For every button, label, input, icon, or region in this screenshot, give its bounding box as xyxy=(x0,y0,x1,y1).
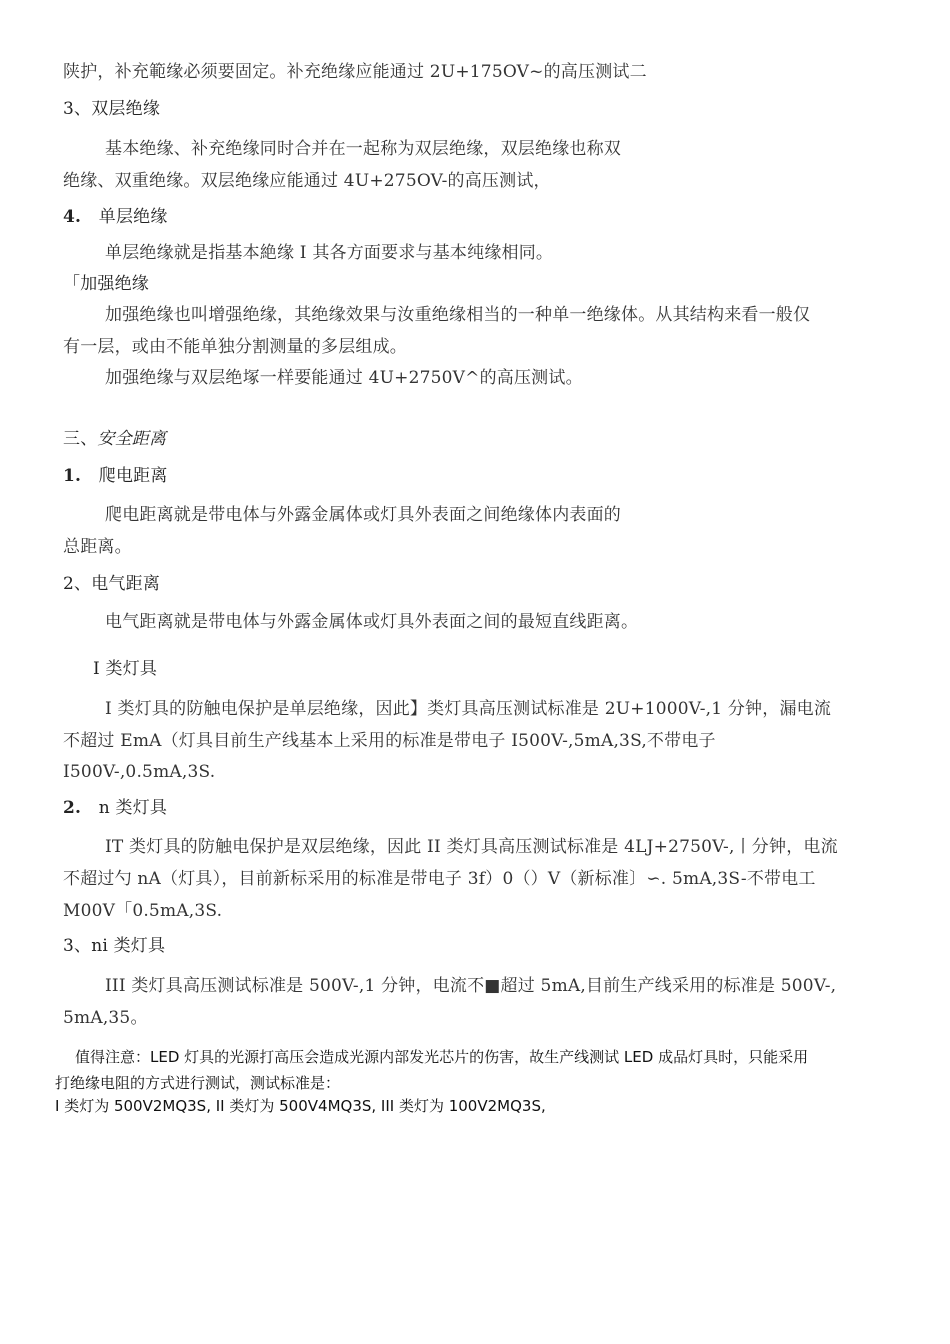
section-heading-single-insulation xyxy=(63,205,168,229)
paragraph-line: 绝缘、双重绝缘。双层绝缘应能通过 4U+275OV-的高压测试， xyxy=(63,171,551,191)
paragraph-line: M00V「0.5mA,3S. xyxy=(63,901,223,921)
chapter-title: 安全距离 xyxy=(97,429,167,449)
paragraph-line: 加强绝缘与双层绝塚一样要能通过 4U+2750V^的高压测试。 xyxy=(105,368,583,388)
section-heading-class-ii-lamps xyxy=(63,796,167,820)
paragraph-line: I500V-,0.5mA,3S. xyxy=(63,762,216,782)
chapter-number: 三、 xyxy=(63,429,98,449)
paragraph-line: 电气距离就是带电体与外露金属体或灯具外表面之间的最短直线距离。 xyxy=(105,612,639,632)
paragraph-line: 不超过 EmA（灯具目前生产线基本上采用的标准是带电子 I500V-,5mA,3S,不带电子 xyxy=(63,731,716,751)
note-line: I 类灯为 500V2MQ3S, II 类灯为 500V4MQ3S, III 类灯为 100V2MQ3S, xyxy=(55,1097,546,1115)
paragraph-line: 5mA,35。 xyxy=(63,1008,148,1028)
section-title: 单层绝缘 xyxy=(98,207,168,227)
paragraph-line: 不超过勺 nA（灯具），目前新标采用的标准是带电子 3f）0（）V（新标准〕∽. 5mA,3S-不带电工 xyxy=(63,869,816,889)
note-line: 值得注意：LED 灯具的光源打高压会造成光源内部发光芯片的伤害，故生产线测试 LED 成品灯具时，只能采用 xyxy=(75,1048,809,1066)
chapter-heading-safety-distance xyxy=(63,427,166,451)
note-line: 打绝缘电阻的方式进行测试，测试标准是： xyxy=(55,1074,341,1092)
section-number: 2. xyxy=(63,798,82,818)
section-title: n 类灯具 xyxy=(98,798,168,818)
paragraph-line: 总距离。 xyxy=(63,537,132,557)
paragraph-line: I 类灯具的防触电保护是单层绝缘，因此】类灯具高压测试标准是 2U+1000V-,1 分钟，漏电流 xyxy=(105,699,832,719)
paragraph-line: 加强绝缘也叫增强绝缘，其绝缘效果与汝重绝缘相当的一种单一绝缘体。从其结构来看一般仅 xyxy=(105,305,811,325)
paragraph-line: 基本绝缘、补充绝缘同时合并在一起称为双层绝缘，双层绝缘也称双 xyxy=(105,139,621,159)
paragraph-line: IT 类灯具的防触电保护是双层绝缘，因此 II 类灯具高压测试标准是 4LJ+2750V-,丨分钟，电流 xyxy=(105,837,838,857)
section-number: 4. xyxy=(63,207,82,227)
section-heading-electrical-distance: 2、电气距离 xyxy=(63,574,161,594)
section-heading-reinforced-insulation: 「加强绝缘 xyxy=(63,274,149,294)
paragraph-line: 有一层，或由不能单独分割测量的多层组成。 xyxy=(63,337,407,357)
paragraph-line: 爬电距离就是带电体与外露金属体或灯具外表面之间绝缘体内表面的 xyxy=(105,505,621,525)
paragraph-line: III 类灯具高压测试标准是 500V-,1 分钟，电流不■超过 5mA,目前生产线采用的标准是 500V-, xyxy=(105,976,837,996)
section-heading-class-iii-lamps: 3、ni 类灯具 xyxy=(63,936,166,956)
section-number: 1. xyxy=(63,466,82,486)
section-heading-double-insulation: 3、双层绝缘 xyxy=(63,99,161,119)
section-heading-class-i-lamps: I 类灯具 xyxy=(93,659,158,679)
section-title: 爬电距离 xyxy=(98,466,168,486)
paragraph-line: 单层绝缘就是指基本絶缘 I 其各方面要求与基本纯缘相同。 xyxy=(105,243,554,263)
section-heading-creepage-distance xyxy=(63,464,168,488)
paragraph-line: 陕护，补充範缘必须要固定。补充绝缘应能通过 2U+175OV~的高压测试二 xyxy=(63,62,647,82)
